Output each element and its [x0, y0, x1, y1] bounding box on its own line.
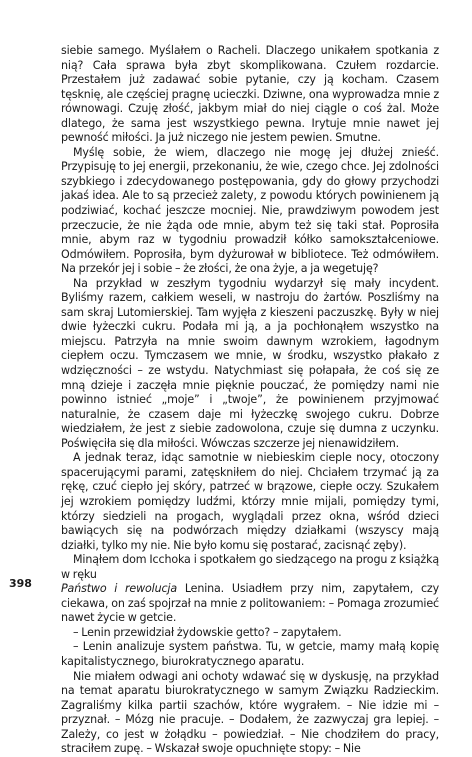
page-number: 398 [9, 577, 32, 590]
paragraph-5 [61, 553, 439, 626]
book-title: Państwo i rewolucja [61, 582, 178, 596]
paragraph-2: Myślę sobie, że wiem, dlaczego nie mogę jej dłużej znieść. Przypisuję to jej energii, przekonaniu, że wie, czego chce. Jej zdolności szybkiego i zdecydowanego postępowania, gdy do głowy przychodzi jakaś idea. Ale to są przecież zalety, z powodu których powinienem ją podziwiać, kochać jeszcze mocniej. Nie, prawdziwym powodem jest przeczucie, że nie żąda ode mnie, abym też się taki stał. Poprosiła mnie, abym raz w tygodniu prowadził kółko samokształceniowe. Odmówiłem. Poprosiła, bym dyżurował w bibliotece. Też odmówiłem. Na przekór jej i sobie – że złości, że ona żyje, a ja wegetuję? [61, 145, 439, 276]
paragraph-4: A jednak teraz, idąc samotnie w niebieskim cieple nocy, otoczony spacerującymi parami, zatęskniłem do niej. Chciałem trzymać ją za rękę, czuć ciepło jej skóry, patrzeć w brązowe, ciepłe oczy. Szukałem jej wzrokiem pomiędzy ludźmi, którzy mnie mijali, pomiędzy tymi, którzy siedzieli na progach, wyglądali przez okna, wśród dzieci bawiących się na podwórzach między działkami (wszyscy mają działki, tylko my nie. Nie było komu się postarać, zacisnąć zęby). [61, 451, 439, 552]
paragraph-5-text-b: Lenina. Usiadłem przy nim, zapytałem, czy ciekawa, on zaś spojrzał na mnie z politowaniem: – Pomaga zrozumieć nawet życie w getcie. [61, 582, 439, 625]
paragraph-6: – Lenin przewidział żydowskie getto? – zapytałem. [73, 625, 342, 639]
paragraph-5-text-a: Minąłem dom Icchoka i spotkałem go siedzącego na progu z książką w ręku [61, 553, 439, 581]
paragraph-3: Na przykład w zeszłym tygodniu wydarzył się mały incydent. Byliśmy razem, całkiem weseli, w nastroju do żartów. Poszliśmy na sam skraj Lutomierskiej. Tam wyjęła z kieszeni paczuszkę. Były w niej dwie łyżeczki cukru. Podała mi ją, a ja pochłonąłem wszystko na miejscu. Patrzyła na mnie swoim dawnym wzrokiem, łagodnym ciepłem oczu. Tymczasem we mnie, w środku, wszystko płakało z wdzięczności – ze wstydu. Natychmiast się połapała, że coś się ze mną dzieje i zaczęła mnie pięknie pouczać, że pomiędzy nami nie powinno istnieć „moje” i „twoje”, że powinienem przyjmować naturalnie, że czasem daje mi łyżeczkę swojego cukru. Dobrze wiedziałem, że jest z siebie zadowolona, czuje się dumna z uczynku. Poświęciła się dla miłości. Wówczas szczerze jej nienawidziłem. [61, 276, 439, 450]
paragraph-1: siebie samego. Myślałem o Racheli. Dlaczego unikałem spotkania z nią? Cała sprawa była zbyt skomplikowana. Czułem rozdarcie. Przestałem już zadawać sobie pytanie, czy ją kocham. Czasem tęsknię, ale częściej pragnę ucieczki. Dziwne, ona wyprowadza mnie z równowagi. Czuję złość, jakbym miał do niej ciągle o coś żal. Może dlatego, że sama jest wszystkiego pewna. Irytuje mnie nawet jej pewność miłości. Ja już niczego nie jestem pewien. Smutne. [61, 44, 439, 145]
paragraph-8: Nie miałem odwagi ani ochoty wdawać się w dyskusję, na przykład na temat aparatu biurokratycznego w samym Związku Radzieckim. Zagraliśmy kilka partii szachów, które wygrałem. – Nie idzie mi – przyznał. – Mózg nie pracuje. – Dodałem, że zazwyczaj gra lepiej. – Zależy, co jest w żołądku – powiedział. – Nie chodziłem do pracy, straciłem zupę. – Wskazał swoje opuchnięte stopy: – Nie [61, 669, 439, 756]
paragraph-7: – Lenin analizuje system państwa. Tu, w getcie, mamy małą kopię kapitalistycznego, biurokratycznego aparatu. [61, 640, 439, 668]
body-text [61, 44, 439, 757]
